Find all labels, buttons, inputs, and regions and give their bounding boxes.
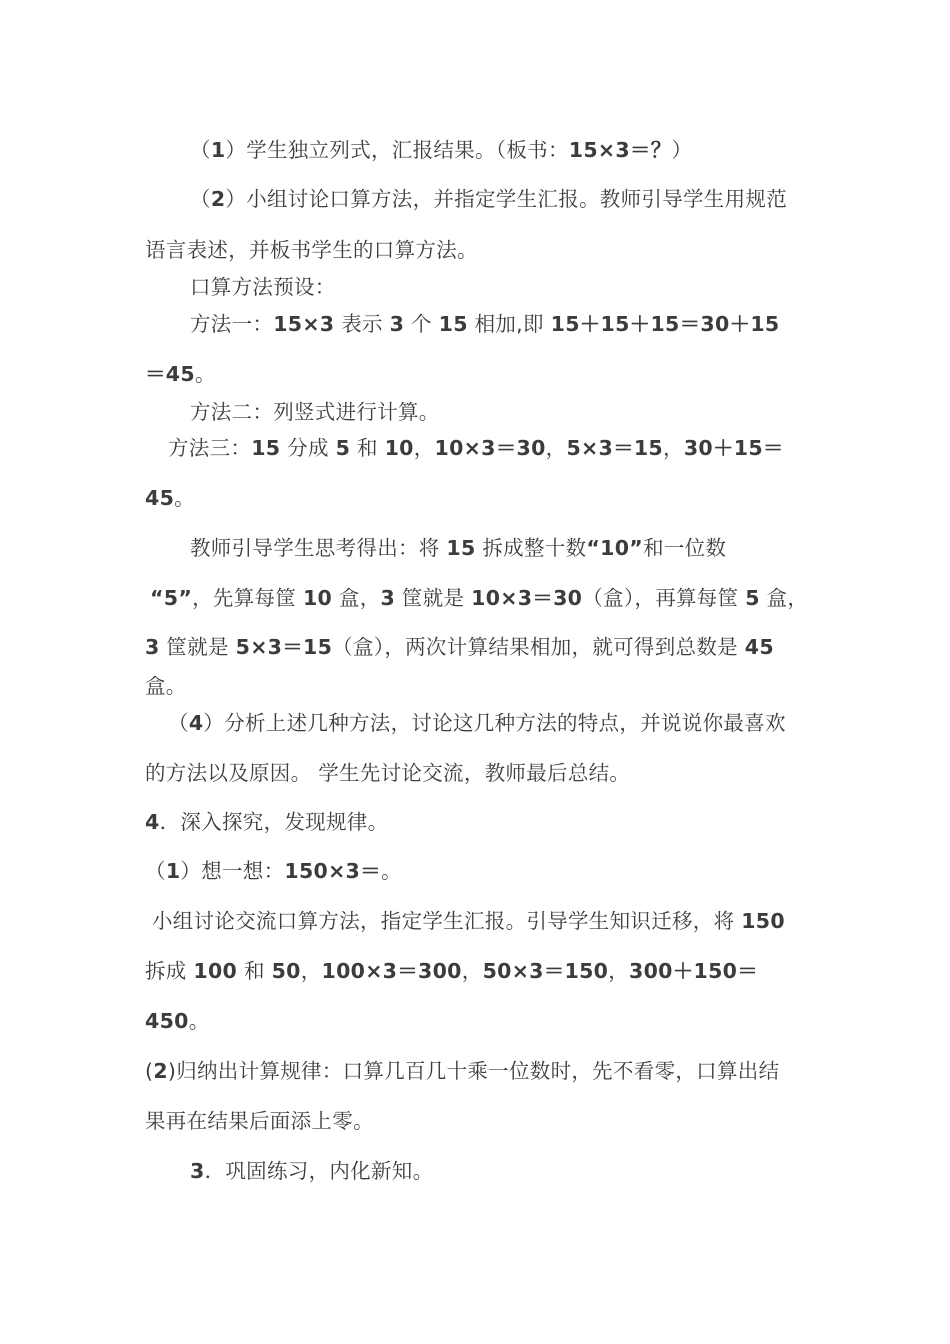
paragraph-line-7: 方法二：列竖式进行计算。 [190,400,440,424]
paragraph-line-20: 450。 [145,1009,210,1033]
paragraph-line-9: 45。 [145,486,195,510]
paragraph-line-22: 果再在结果后面添上零。 [145,1109,374,1133]
section-heading-3: 3．巩固练习，内化新知。 [190,1159,434,1183]
paragraph-line-2: （2）小组讨论口算方法，并指定学生汇报。教师引导学生用规范 [190,187,787,211]
paragraph-line-17: （1）想一想：150×3＝。 [145,859,402,883]
paragraph-line-5: 方法一：15×3 表示 3 个 15 相加,即 15＋15＋15＝30＋15 [190,312,780,336]
paragraph-line-18: 小组讨论交流口算方法，指定学生汇报。引导学生知识迁移，将 150 [152,909,785,933]
section-heading-4: 4．深入探究，发现规律。 [145,810,389,834]
paragraph-line-6: ＝45。 [145,362,216,386]
paragraph-line-12: 3 筐就是 5×3＝15（盒），两次计算结果相加，就可得到总数是 45 [145,635,774,659]
paragraph-line-13: 盒。 [145,674,187,698]
paragraph-line-21: (2)归纳出计算规律：口算几百几十乘一位数时，先不看零，口算出结 [145,1059,780,1083]
paragraph-line-4: 口算方法预设： [190,275,336,299]
paragraph-line-8: 方法三：15 分成 5 和 10，10×3＝30，5×3＝15，30＋15＝ [168,436,784,460]
paragraph-line-15: 的方法以及原因。 学生先讨论交流，教师最后总结。 [145,761,631,785]
paragraph-line-10: 教师引导学生思考得出：将 15 拆成整十数“10”和一位数 [190,536,727,560]
paragraph-line-1: （1）学生独立列式，汇报结果。（板书：15×3＝？） [190,138,693,162]
paragraph-line-3: 语言表述，并板书学生的口算方法。 [145,238,478,262]
paragraph-line-14: （4）分析上述几种方法，讨论这几种方法的特点，并说说你最喜欢 [168,711,786,735]
paragraph-line-11: “5”，先算每筐 10 盒，3 筐就是 10×3＝30（盒），再算每筐 5 盒， [150,586,809,610]
paragraph-line-19: 拆成 100 和 50，100×3＝300，50×3＝150，300＋150＝ [145,959,759,983]
